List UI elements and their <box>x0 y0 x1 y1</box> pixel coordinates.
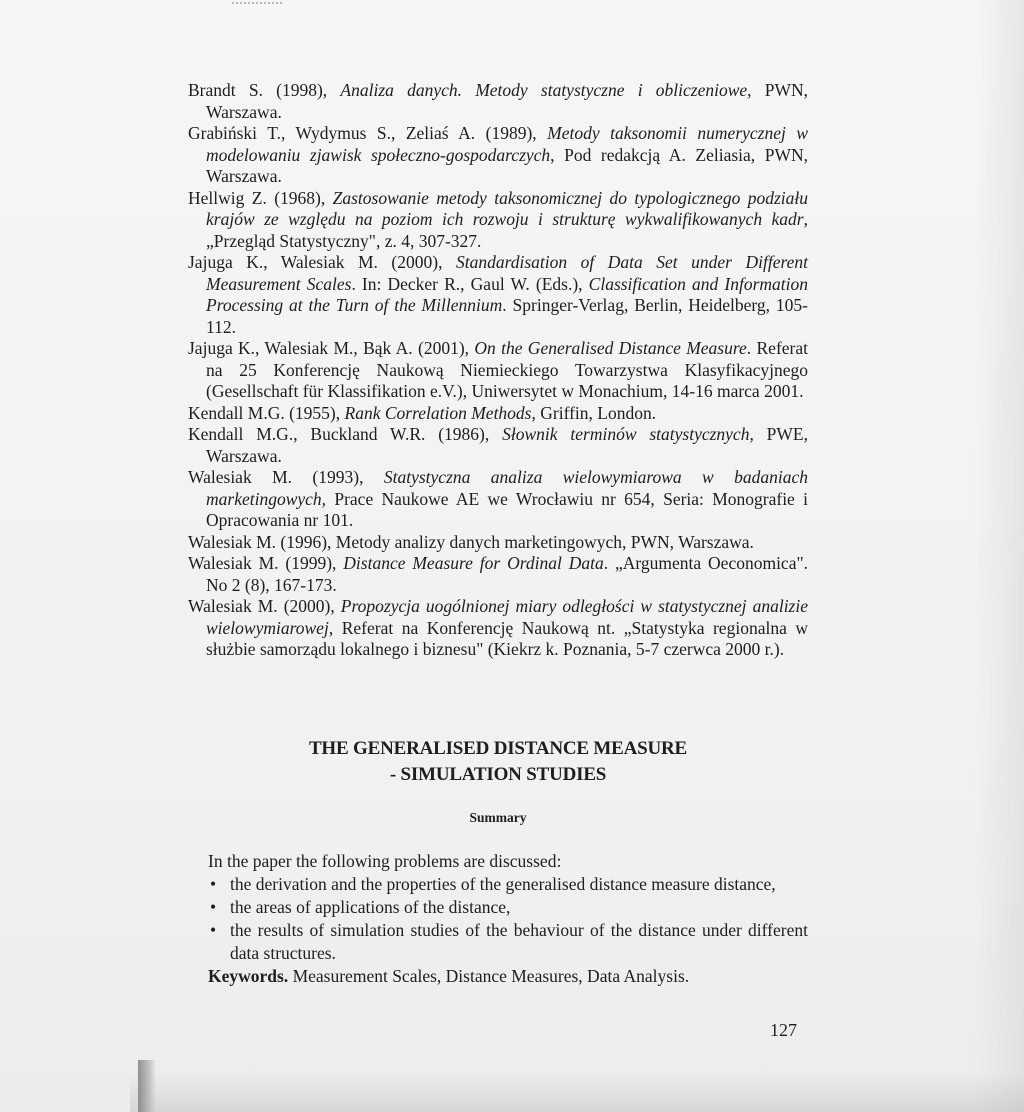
reference-details: , Referat na Konferencję Naukową nt. „Statystyka regionalna w służbie samorządu lokalnego i biznesu" (Kiekrz k. Poznania, 5-7 czerwca 2000 r.). <box>206 617 808 659</box>
reference-title: Zastosowanie metody taksonomicznej do typologicznego podziału krajów ze względu na poziom ich rozwoju i strukturę wykwalifikowanych kadr <box>206 187 808 229</box>
reference-details: . Referat na 25 Konferencję Naukową Niemieckiego Towarzystwa Klasyfikacyjnego (Gesellschaft für Klassifikation e.V.), Uniwersytet w Monachium, 14-16 marca 2001. <box>206 338 808 401</box>
article-title-line-2: - SIMULATION STUDIES <box>389 764 607 785</box>
reference-item <box>188 252 808 338</box>
reference-title: Metody taksonomii numerycznej w modelowaniu zjawisk społeczno-gospodarczych <box>206 123 809 165</box>
reference-details: . In: Decker R., Gaul W. (Eds.), <box>351 273 589 294</box>
reference-title: Standardisation of Data Set under Different Measurement Scales <box>206 252 808 294</box>
reference-item <box>188 123 808 188</box>
summary-bullet-list <box>208 873 808 965</box>
reference-title: Analiza danych. Metody statystyczne i obliczeniowe <box>340 80 748 100</box>
reference-item <box>188 403 808 425</box>
summary-bullet-text: the derivation and the properties of the generalised distance measure distance, <box>230 874 776 894</box>
bullet-icon: • <box>210 874 217 894</box>
reference-title: Distance Measure for Ordinal Data <box>343 553 604 573</box>
keywords-text: Measurement Scales, Distance Measures, Data Analysis. <box>288 966 690 986</box>
reference-author: Grabiński T., Wydymus S., Zeliaś A. (1989), <box>188 123 548 143</box>
reference-item <box>188 553 808 596</box>
scan-edge-shadow <box>974 0 1024 1112</box>
reference-item <box>188 424 808 467</box>
summary-bullet-item <box>208 873 808 896</box>
reference-details: , „Przegląd Statystyczny", z. 4, 307-327. <box>206 209 808 251</box>
reference-item <box>188 596 808 661</box>
article-title-line-1: THE GENERALISED DISTANCE MEASURE <box>308 738 688 759</box>
reference-author: Walesiak M. (1999), <box>188 553 344 573</box>
reference-author: Walesiak M. (1993), <box>188 467 384 487</box>
reference-author: Brandt S. (1998), <box>188 80 341 100</box>
summary-heading: Summary <box>469 810 527 825</box>
reference-title: On the Generalised Distance Measure <box>474 338 747 358</box>
reference-author: Jajuga K., Walesiak M., Bąk A. (2001), <box>188 338 475 358</box>
keywords-line <box>208 965 808 988</box>
summary-bullet-text: the areas of applications of the distance, <box>230 897 511 917</box>
reference-item <box>188 188 808 253</box>
reference-details: , PWN, Warszawa. <box>206 80 808 122</box>
reference-author: Kendall M.G., Buckland W.R. (1986), <box>188 424 503 444</box>
reference-details: Prace Naukowe AE we Wrocławiu nr 654, Seria: Monografie i Opracowania nr 101. <box>206 488 808 530</box>
reference-details: . „Argumenta Oeconomica". No 2 (8), 167-173. <box>206 553 808 595</box>
reference-author: Walesiak M. (1996), Metody analizy danych marketingowych, PWN, Warszawa. <box>188 531 754 552</box>
scan-binding-mark <box>138 1060 156 1112</box>
summary-body <box>188 850 808 988</box>
reference-details: , Griffin, London. <box>531 402 657 423</box>
reference-details: , PWE, Warszawa. <box>206 424 808 466</box>
reference-title: Słownik terminów statystycznych <box>502 424 750 444</box>
reference-item <box>188 467 808 532</box>
scan-bottom-shadow <box>130 1072 1024 1112</box>
bullet-icon: • <box>210 920 217 940</box>
reference-title: Rank Correlation Methods <box>344 402 532 423</box>
english-summary-section <box>188 736 808 988</box>
reference-author: Hellwig Z. (1968), <box>188 187 333 208</box>
reference-item <box>188 532 808 554</box>
reference-item <box>188 80 808 123</box>
reference-author: Walesiak M. (2000), <box>188 596 341 616</box>
summary-bullet-item <box>208 896 808 919</box>
bullet-icon: • <box>210 897 217 917</box>
reference-details: , Pod redakcją A. Zeliasia, PWN, Warszawa. <box>206 144 808 186</box>
keywords-label: Keywords. <box>208 966 289 986</box>
reference-title: Statystyczna analiza wielowymiarowa w badaniach marketingowych, <box>206 467 808 509</box>
reference-author: Jajuga K., Walesiak M. (2000), <box>188 252 456 272</box>
reference-book-title: Classification and Information Processing at the Turn of the Millennium <box>206 273 808 315</box>
page-number: 127 <box>770 1020 797 1040</box>
reference-list <box>188 80 808 661</box>
scan-top-artifact <box>232 2 282 10</box>
summary-bullet-item <box>208 919 808 965</box>
reference-details-2: . Springer-Verlag, Berlin, Heidelberg, 105-112. <box>206 295 808 337</box>
summary-intro: In the paper the following problems are discussed: <box>208 851 562 871</box>
reference-title: Propozycja uogólnionej miary odległości w statystycznej analizie wielowymiarowej <box>206 596 808 638</box>
reference-item <box>188 338 808 403</box>
reference-author: Kendall M.G. (1955), <box>188 402 345 423</box>
summary-bullet-text: the results of simulation studies of the behaviour of the distance under different data structures. <box>230 920 808 963</box>
